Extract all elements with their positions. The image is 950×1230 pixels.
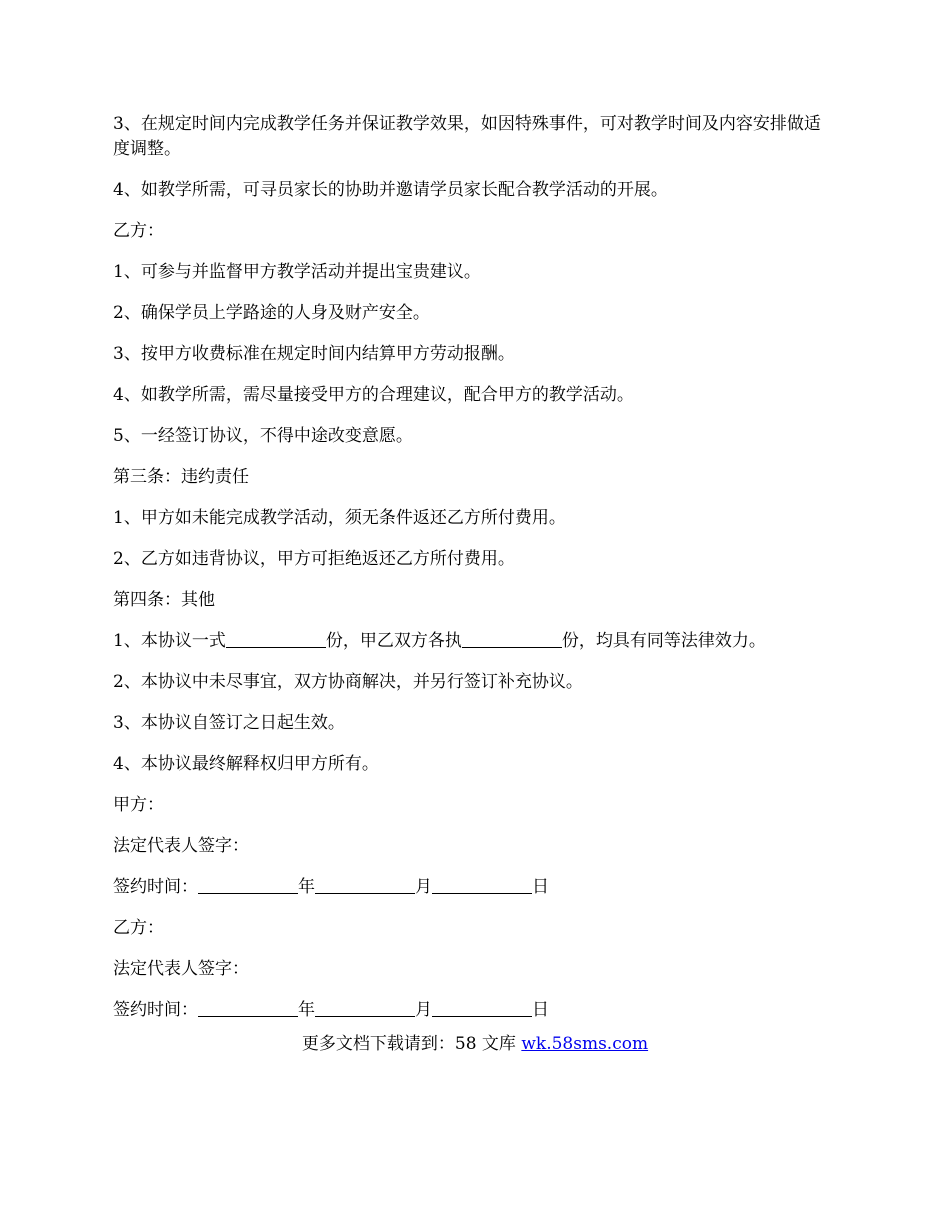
section-heading-article-4: 第四条：其他 <box>113 590 215 610</box>
blank-line <box>462 630 562 648</box>
paragraph: 2、乙方如违背协议，甲方可拒绝返还乙方所付费用。 <box>113 549 515 569</box>
day-label: 日 <box>532 1000 549 1020</box>
section-label-party-b: 乙方： <box>113 221 164 241</box>
party-a-label: 甲方： <box>113 795 164 815</box>
blank-line <box>315 876 415 894</box>
document-body <box>113 112 833 1039</box>
month-label: 月 <box>415 877 432 897</box>
footer-link[interactable]: wk.58sms.com <box>521 1034 649 1054</box>
paragraph: 2、确保学员上学路途的人身及财产安全。 <box>113 303 430 323</box>
paragraph: 2、本协议中未尽事宜，双方协商解决，并另行签订补充协议。 <box>113 672 583 692</box>
paragraph: 5、一经签订协议，不得中途改变意愿。 <box>113 426 413 446</box>
paragraph: 3、本协议自签订之日起生效。 <box>113 713 345 733</box>
party-b-sign-date <box>113 998 833 1023</box>
party-a-sign-date <box>113 875 833 900</box>
section-heading-article-3: 第三条：违约责任 <box>113 467 249 487</box>
copies-clause <box>113 629 833 654</box>
party-a-rep-signature: 法定代表人签字： <box>113 836 249 856</box>
day-label: 日 <box>532 877 549 897</box>
blank-line <box>432 876 532 894</box>
date-label: 签约时间： <box>113 877 198 897</box>
blank-line <box>226 630 326 648</box>
paragraph: 4、本协议最终解释权归甲方所有。 <box>113 754 379 774</box>
month-label: 月 <box>415 1000 432 1020</box>
paragraph: 3、在规定时间内完成教学任务并保证教学效果，如因特殊事件，可对教学时间及内容安排做适度调整。 <box>113 114 821 159</box>
party-b-label: 乙方： <box>113 918 164 938</box>
blank-line <box>432 999 532 1017</box>
paragraph: 1、甲方如未能完成教学活动，须无条件返还乙方所付费用。 <box>113 508 566 528</box>
blank-line <box>198 999 298 1017</box>
year-label: 年 <box>298 877 315 897</box>
paragraph: 1、可参与并监督甲方教学活动并提出宝贵建议。 <box>113 262 481 282</box>
paragraph: 4、如教学所需，需尽量接受甲方的合理建议，配合甲方的教学活动。 <box>113 385 634 405</box>
year-label: 年 <box>298 1000 315 1020</box>
copies-text-1: 1、本协议一式 <box>113 631 226 651</box>
paragraph: 3、按甲方收费标准在规定时间内结算甲方劳动报酬。 <box>113 344 515 364</box>
footer <box>0 1032 950 1057</box>
blank-line <box>315 999 415 1017</box>
copies-text-2: 份，甲乙双方各执 <box>325 631 462 651</box>
paragraph: 4、如教学所需，可寻员家长的协助并邀请学员家长配合教学活动的开展。 <box>113 180 668 200</box>
copies-text-3: 份，均具有同等法律效力。 <box>561 631 766 651</box>
blank-line <box>198 876 298 894</box>
footer-text: 更多文档下载请到：58 文库 <box>301 1034 522 1054</box>
date-label: 签约时间： <box>113 1000 198 1020</box>
party-b-rep-signature: 法定代表人签字： <box>113 959 249 979</box>
